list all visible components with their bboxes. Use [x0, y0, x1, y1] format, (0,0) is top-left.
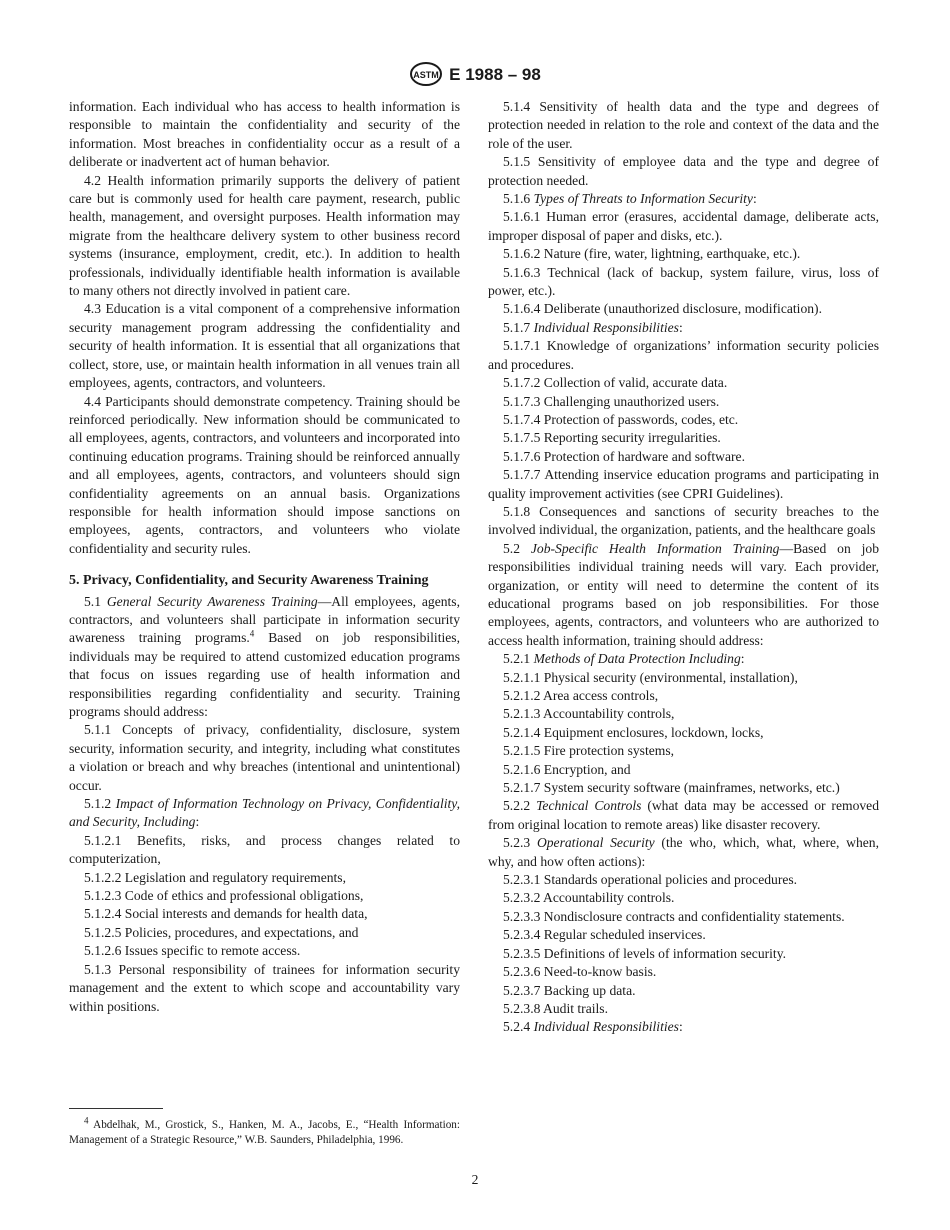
- paragraph-5-2-4: 5.2.4 Individual Responsibilities:: [503, 1019, 683, 1035]
- logo-text: ASTM: [413, 70, 439, 80]
- paragraph-5-1-6-2: 5.1.6.2 Nature (fire, water, lightning, earthquake, etc.).: [503, 246, 801, 262]
- paragraph-5-2-1-1: 5.2.1.1 Physical security (environmental, installation),: [503, 669, 798, 685]
- paragraph-5-1-7-7: 5.1.7.7 Attending inservice education programs and participating in quality improvement activities (see CPRI Guidelines).: [488, 467, 879, 501]
- paragraph-5-1-2-6: 5.1.2.6 Issues specific to remote access.: [84, 943, 301, 959]
- paragraph-5-2-1-4: 5.2.1.4 Equipment enclosures, lockdown, locks,: [503, 724, 764, 740]
- paragraph-5-1-2-1: 5.1.2.1 Benefits, risks, and process changes related to computerization,: [69, 832, 460, 867]
- paragraph-5-1-7: 5.1.7 Individual Responsibilities:: [503, 319, 683, 335]
- paragraph-5-1-6: 5.1.6 Types of Threats to Information Security:: [503, 191, 757, 207]
- paragraph-5-1-7-2: 5.1.7.2 Collection of valid, accurate data.: [503, 375, 728, 391]
- paragraph-5-2-1-6: 5.2.1.6 Encryption, and: [503, 761, 631, 777]
- paragraph-5-1-7-4: 5.1.7.4 Protection of passwords, codes, etc.: [503, 411, 739, 427]
- paragraph-5-1-2-4: 5.1.2.4 Social interests and demands for health data,: [84, 906, 368, 922]
- paragraph-5-2: [488, 540, 879, 650]
- clause-title: Operational Security: [536, 835, 655, 851]
- paragraph-5-2-3: [488, 834, 879, 871]
- paragraph-5-1-2-2: 5.1.2.2 Legislation and regulatory requirements,: [84, 869, 346, 885]
- paragraph-5-1-5: 5.1.5 Sensitivity of employee data and the type and degree of protection needed.: [488, 154, 879, 188]
- paragraph-5-2-2: [488, 797, 879, 834]
- paragraph-5-1-7-3: 5.1.7.3 Challenging unauthorized users.: [503, 393, 720, 409]
- paragraph-5-2-3-8: 5.2.3.8 Audit trails.: [503, 1000, 608, 1016]
- paragraph-5-1-7-6: 5.1.7.6 Protection of hardware and software.: [503, 448, 745, 464]
- clause-title: Impact of Information Technology on Privacy, Confidentiality, and Security, Including: [69, 796, 460, 830]
- paragraph-5-2-1-7: 5.2.1.7 System security software (mainframes, networks, etc.): [503, 780, 840, 796]
- paragraph-5-1-6-1: 5.1.6.1 Human error (erasures, accidental damage, deliberate acts, improper disposal of paper and disks, etc.).: [488, 209, 879, 243]
- astm-logo-icon: [409, 62, 443, 86]
- clause-title: Methods of Data Protection Including: [533, 651, 741, 667]
- paragraph-5-2-1: 5.2.1 Methods of Data Protection Including:: [503, 651, 745, 667]
- clause-number: 5.2: [503, 540, 520, 556]
- paragraph-5-1-7-1: 5.1.7.1 Knowledge of organizations’ information security policies and procedures.: [488, 338, 879, 372]
- clause-title: Individual Responsibilities: [533, 1019, 679, 1035]
- clause-number: 5.1.2: [84, 796, 112, 812]
- clause-text: (what data may be accessed or removed from original location to remote areas) like disaster recovery.: [488, 798, 879, 832]
- paragraph-5-1-2: 5.1.2 Impact of Information Technology on Privacy, Confidentiality, and Security, Including:: [69, 796, 460, 830]
- clause-title: Technical Controls: [536, 798, 642, 814]
- paragraph-4-4: 4.4 Participants should demonstrate competency. Training should be reinforced periodically. New information should be communicated to all employees, agents, contractors, and volunteers and incorporated into continuing education programs. Training should be reinforced annually and all employees, agents, contractors, and volunteers should sign confidentiality agreements on an annual basis. Organizations responsible for health information should impose sanctions on employees, agents, contractors, and volunteers who violate confidentiality and security rules.: [69, 393, 460, 556]
- clause-number: 5.2.2: [503, 798, 531, 814]
- clause-number: 5.1: [84, 593, 101, 609]
- paragraph-5-1-7-5: 5.1.7.5 Reporting security irregularities.: [503, 430, 721, 446]
- paragraph-5-2-3-6: 5.2.3.6 Need-to-know basis.: [503, 964, 657, 980]
- left-column: [69, 98, 460, 1016]
- footnote-mark: 4: [84, 1115, 89, 1126]
- right-column: [488, 98, 879, 1037]
- clause-title: General Security Awareness Training: [106, 593, 318, 609]
- paragraph-5-2-3-3: 5.2.3.3 Nondisclosure contracts and confidentiality statements.: [503, 908, 845, 924]
- paragraph-5-1-3: 5.1.3 Personal responsibility of trainees for information security management and the extent to which scope and accountability vary within positions.: [69, 961, 460, 1014]
- paragraph-5-1-6-4: 5.1.6.4 Deliberate (unauthorized disclosure, modification).: [503, 301, 822, 317]
- footnote: [69, 1115, 460, 1147]
- paragraph-5-1-2-3: 5.1.2.3 Code of ethics and professional obligations,: [84, 888, 364, 904]
- page-number: 2: [471, 1172, 479, 1187]
- paragraph-5-1-6-3: 5.1.6.3 Technical (lack of backup, system failure, virus, loss of power, etc.).: [488, 264, 879, 299]
- clause-number: 5.2.1: [503, 651, 531, 667]
- paragraph-5-1: [69, 593, 460, 722]
- clause-number: 5.1.7: [503, 319, 531, 335]
- clause-title: Types of Threats to Information Security: [533, 191, 753, 207]
- paragraph-5-2-1-3: 5.2.1.3 Accountability controls,: [503, 706, 675, 722]
- clause-text: —Based on job responsibilities individual training needs will vary. Each provider, organization, or entity will need to determine the content of its educational programs based on job responsibilities. For those employees, agents, contractors, and volunteers who are authorized to access health information, training should address:: [488, 540, 879, 648]
- clause-number: 5.2.4: [503, 1019, 531, 1035]
- footnote-divider: [69, 1108, 163, 1109]
- paragraph-5-1-1: 5.1.1 Concepts of privacy, confidentiality, disclosure, system security, information security, and integrity, including what constitutes a violation or breach and why breaches (intentional and unintentional) occur.: [69, 722, 460, 793]
- clause-number: 5.1.6: [503, 191, 531, 207]
- paragraph-4-2: 4.2 Health information primarily supports the delivery of patient care but is commonly used for health care payment, research, public health, management, and oversight purposes. Health information may migrate from the healthcare delivery system to other business record systems (insurance, employment, credit, etc.). In addition to health professionals, individually identifiable health information is available to many others not directly involved in patient care.: [69, 172, 460, 299]
- clause-number: 5.2.3: [503, 835, 531, 851]
- paragraph-5-1-8: 5.1.8 Consequences and sanctions of security breaches to the involved individual, the organization, patients, and the healthcare goals: [488, 503, 879, 538]
- clause-text: Based on job responsibilities, individuals may be required to attend customized education programs that focus on issues regarding use of health information and responsibilities regarding confidentiality and security. Training programs should address:: [69, 630, 460, 719]
- clause-title: Job-Specific Health Information Training: [530, 540, 780, 556]
- paragraph-4-1-continued: information. Each individual who has access to health information is responsible to maintain the confidentiality and security of the information. Most breaches in confidentiality occur as a result of a deliberate or inadvertent act of human behavior.: [69, 99, 460, 170]
- paragraph-5-1-4: 5.1.4 Sensitivity of health data and the type and degrees of protection needed in relation to the role and context of the data and the role of the user.: [488, 99, 879, 151]
- footnote-reference[interactable]: 4: [249, 628, 255, 639]
- paragraph-5-2-3-4: 5.2.3.4 Regular scheduled inservices.: [503, 927, 706, 943]
- section-5-heading: 5. Privacy, Confidentiality, and Security Awareness Training: [69, 573, 429, 589]
- paragraph-5-2-3-1: 5.2.3.1 Standards operational policies and procedures.: [503, 872, 798, 888]
- page-header: [0, 62, 950, 86]
- paragraph-5-2-1-2: 5.2.1.2 Area access controls,: [503, 688, 659, 703]
- paragraph-5-1-2-5: 5.1.2.5 Policies, procedures, and expectations, and: [84, 924, 359, 940]
- paragraph-5-2-3-7: 5.2.3.7 Backing up data.: [503, 982, 636, 998]
- clause-text: (the who, which, what, where, when, why, and how often actions):: [488, 835, 879, 869]
- designation: E 1988 – 98: [449, 65, 541, 84]
- clause-text: —All employees, agents, contractors, and volunteers shall participate in information security awareness training programs.: [69, 593, 460, 646]
- paragraph-5-2-1-5: 5.2.1.5 Fire protection systems,: [503, 743, 675, 759]
- paragraph-5-2-3-5: 5.2.3.5 Definitions of levels of information security.: [503, 945, 787, 961]
- paragraph-5-2-3-2: 5.2.3.2 Accountability controls.: [503, 890, 675, 906]
- paragraph-4-3: 4.3 Education is a vital component of a comprehensive information security management program addressing the confidentiality and security of health information. It is essential that all organizations that collect, store, use, or maintain health information in all venues train all employees, agents, contractors, and volunteers.: [69, 301, 460, 391]
- footnote-text: Abdelhak, M., Grostick, S., Hanken, M. A., Jacobs, E., “Health Information: Management of a Strategic Resource,” W.B. Saunders, Philadelphia, 1996.: [69, 1119, 460, 1146]
- clause-title: Individual Responsibilities: [533, 319, 679, 335]
